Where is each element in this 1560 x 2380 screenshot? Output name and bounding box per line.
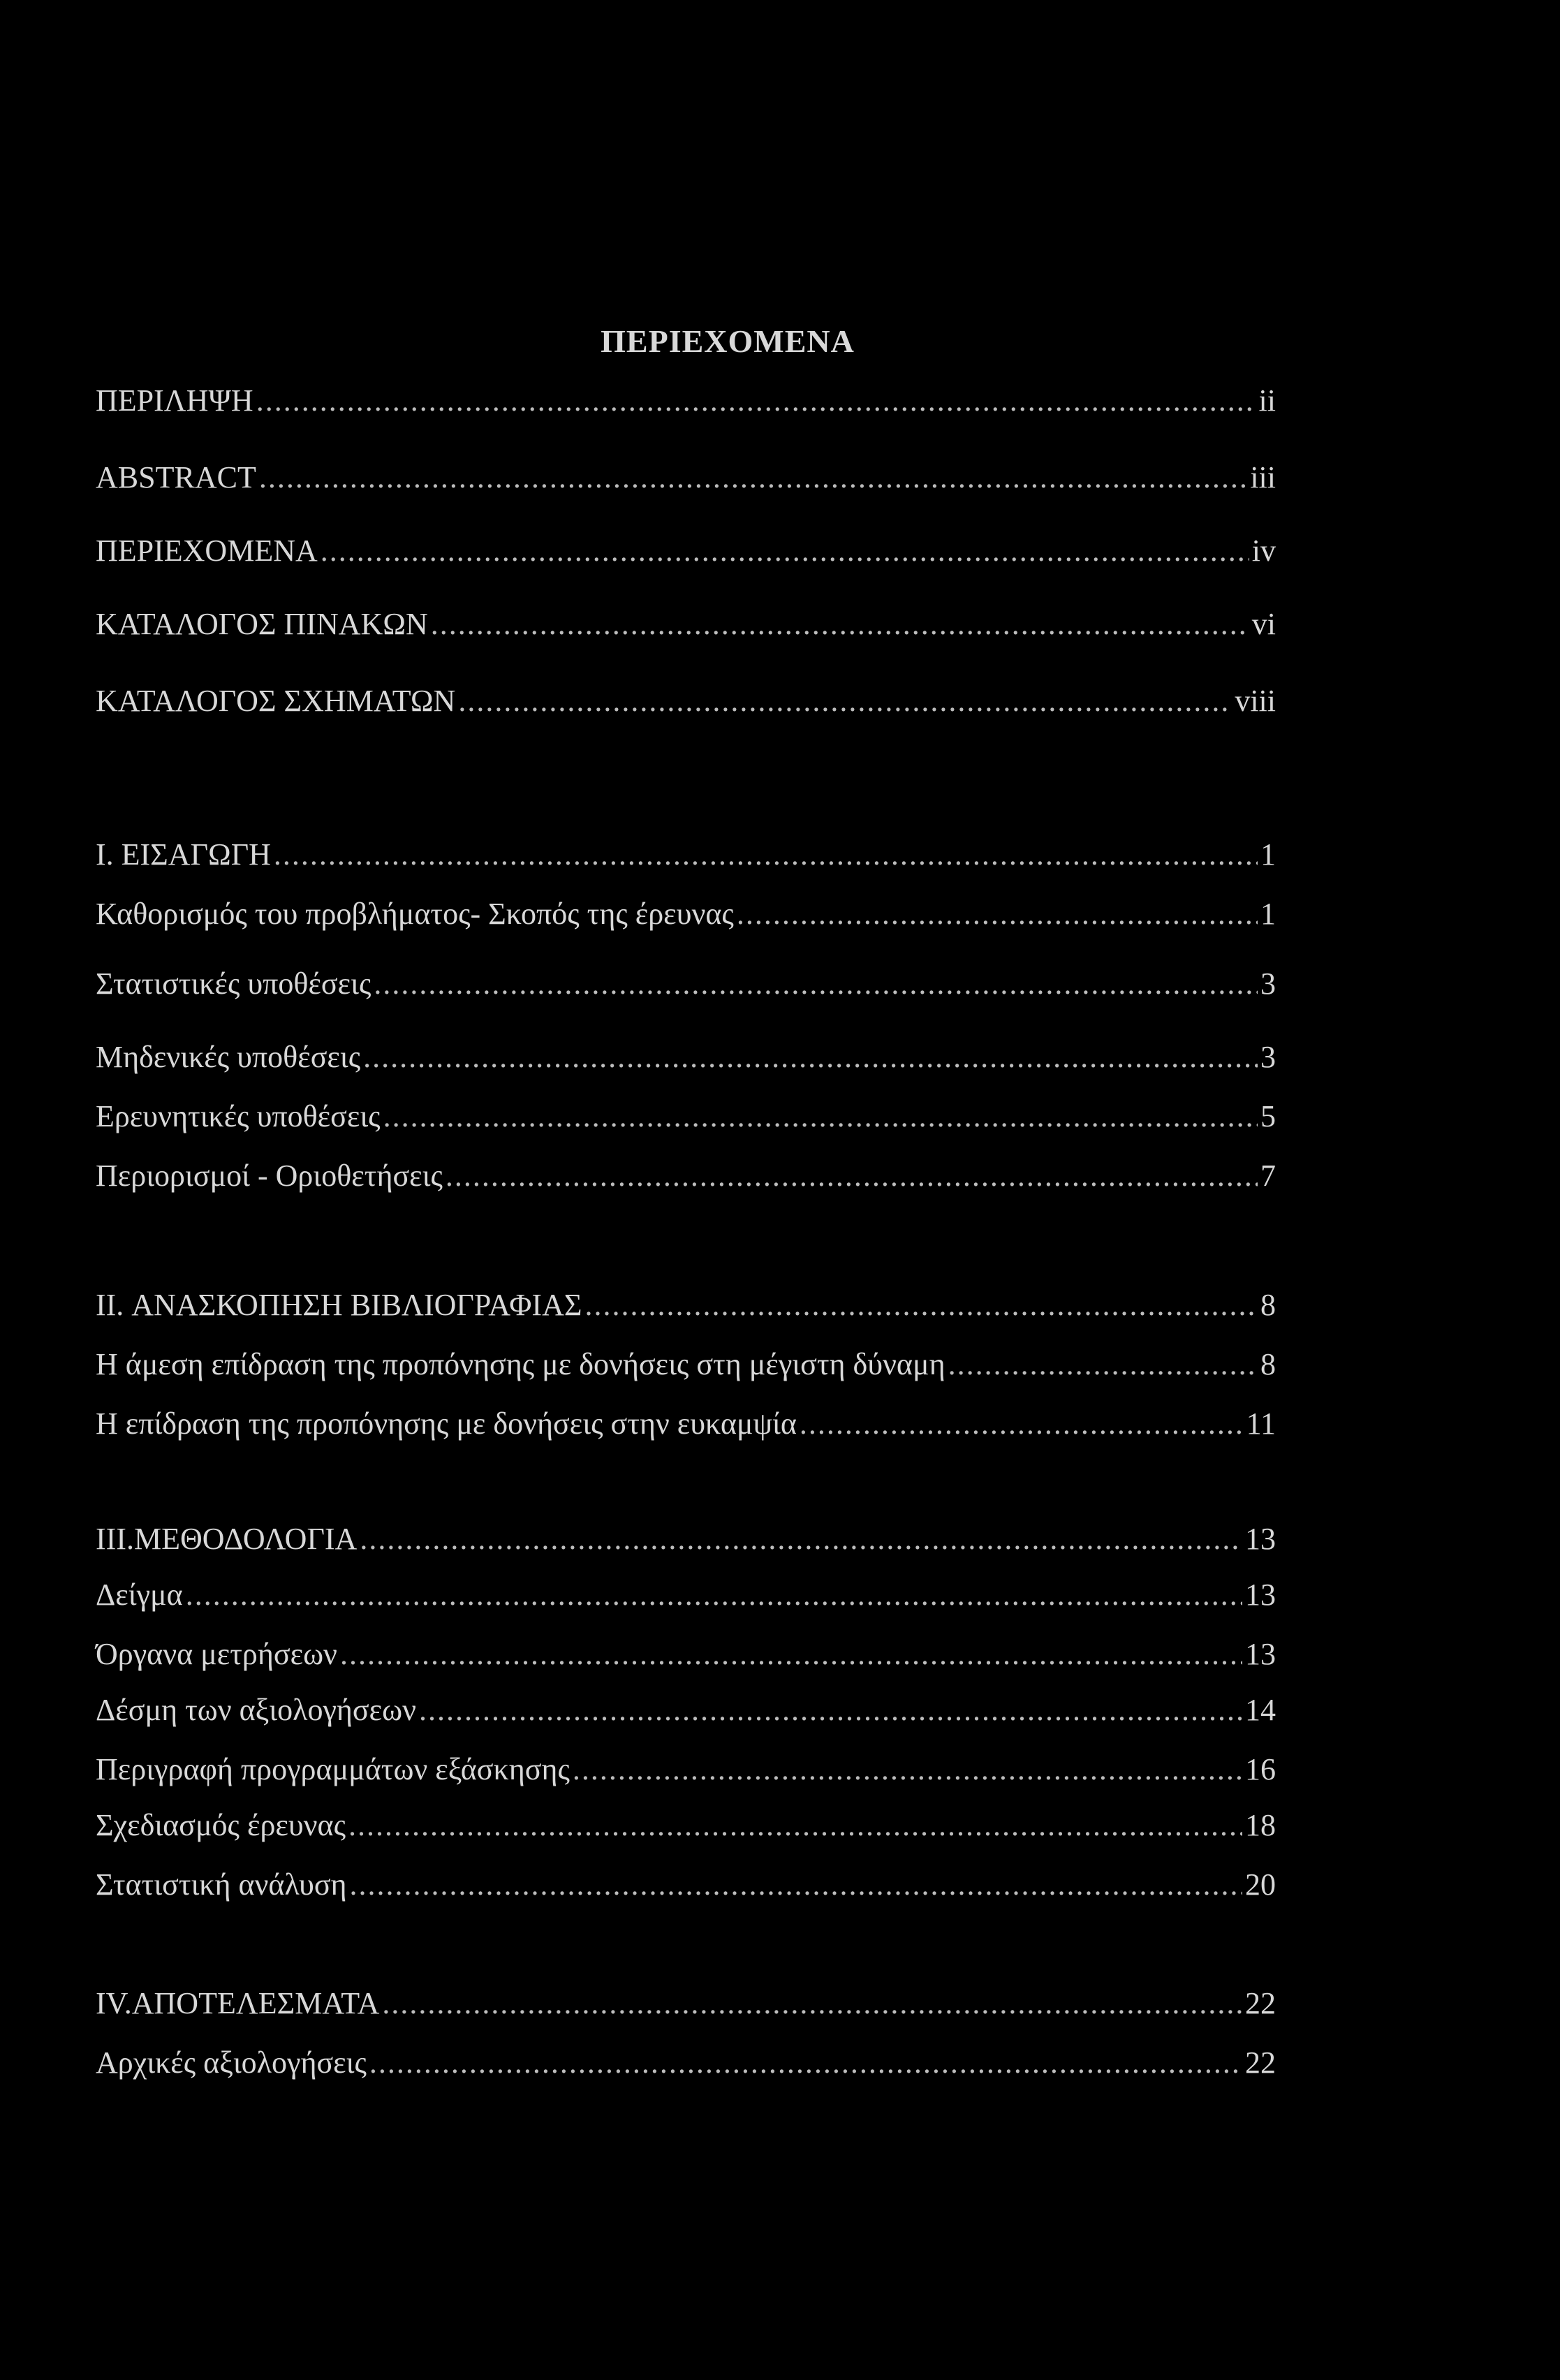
toc-leader xyxy=(348,1807,1242,1843)
toc-entry[interactable] xyxy=(96,1158,1276,1200)
toc-entry[interactable] xyxy=(96,837,1276,879)
toc-entry-label: Αρχικές αξιολογήσεις xyxy=(96,2045,367,2080)
toc-page-number: 20 xyxy=(1245,1867,1276,1902)
toc-page-number: 13 xyxy=(1245,1578,1276,1612)
toc-page-number: 18 xyxy=(1245,1808,1276,1842)
toc-leader xyxy=(431,606,1249,642)
toc-entry[interactable] xyxy=(96,1807,1276,1849)
toc-leader xyxy=(186,1577,1242,1613)
toc-leader xyxy=(948,1346,1258,1382)
toc-leader xyxy=(259,460,1247,495)
toc-page-number: viii xyxy=(1235,684,1276,718)
toc-leader xyxy=(274,837,1258,872)
toc-entry-label: I. ΕΙΣΑΓΩΓΗ xyxy=(96,837,271,872)
toc-page-number: 22 xyxy=(1245,2045,1276,2080)
toc-leader xyxy=(737,896,1258,932)
toc-entry-label: Στατιστικές υποθέσεις xyxy=(96,967,371,1001)
toc-entry-label: Δέσμη των αξιολογήσεων xyxy=(96,1693,416,1727)
toc-entry[interactable] xyxy=(96,1039,1276,1081)
toc-page-number: 1 xyxy=(1260,837,1276,872)
toc-page-number: iv xyxy=(1251,534,1276,568)
toc-page-number: 16 xyxy=(1245,1752,1276,1786)
toc-entry[interactable] xyxy=(96,606,1276,648)
toc-page-number: ii xyxy=(1258,383,1276,418)
toc-leader xyxy=(446,1158,1258,1193)
toc-page-number: 7 xyxy=(1260,1159,1276,1193)
toc-entry-label: Μηδενικές υποθέσεις xyxy=(96,1040,361,1074)
toc-entry[interactable] xyxy=(96,896,1276,938)
toc-leader xyxy=(458,683,1232,719)
toc-page-number: 8 xyxy=(1260,1288,1276,1322)
toc-entry[interactable] xyxy=(96,460,1276,501)
toc-entry[interactable] xyxy=(96,1751,1276,1793)
toc-entry[interactable] xyxy=(96,1099,1276,1140)
toc-entry-label: ΠΕΡΙΕΧΟΜΕΝΑ xyxy=(96,534,318,568)
toc-page-number: vi xyxy=(1251,607,1276,641)
toc-page-number: 1 xyxy=(1260,897,1276,931)
toc-leader xyxy=(321,533,1249,568)
toc-entry[interactable] xyxy=(96,533,1276,575)
toc-page-number: iii xyxy=(1250,460,1276,494)
toc-leader xyxy=(374,966,1258,1001)
toc-entry[interactable] xyxy=(96,1636,1276,1678)
toc-entry[interactable] xyxy=(96,1985,1276,2027)
toc-leader xyxy=(800,1406,1244,1441)
toc-entry[interactable] xyxy=(96,1521,1276,1563)
toc-entry-label: Όργανα μετρήσεων xyxy=(96,1637,337,1671)
toc-leader xyxy=(573,1751,1242,1787)
toc-entry-label: II. ΑΝΑΣΚΟΠΗΣΗ ΒΙΒΛΙΟΓΡΑΦΙΑΣ xyxy=(96,1288,582,1322)
toc-entry-label: ΚΑΤΑΛΟΓΟΣ ΠΙΝΑΚΩΝ xyxy=(96,607,428,641)
toc-entry-label: ABSTRACT xyxy=(96,460,256,494)
toc-leader xyxy=(363,1039,1258,1075)
toc-leader xyxy=(369,2045,1242,2080)
toc-page-number: 11 xyxy=(1246,1406,1276,1441)
toc-entry[interactable] xyxy=(96,1406,1276,1448)
toc-entry[interactable] xyxy=(96,1692,1276,1734)
toc-page-number: 13 xyxy=(1245,1637,1276,1671)
toc-entry-label: Σχεδιασμός έρευνας xyxy=(96,1808,346,1842)
toc-entry-label: Περιγραφή προγραμμάτων εξάσκησης xyxy=(96,1752,570,1786)
toc-entry-label: Ερευνητικές υποθέσεις xyxy=(96,1099,381,1133)
toc-entry[interactable] xyxy=(96,383,1276,425)
toc-entry[interactable] xyxy=(96,1346,1276,1388)
toc-leader xyxy=(383,1099,1258,1134)
toc-entry-label: Δείγμα xyxy=(96,1578,183,1612)
toc-page-number: 13 xyxy=(1245,1522,1276,1556)
table-of-contents xyxy=(96,0,1276,2380)
toc-entry-label: Καθορισμός του προβλήματος- Σκοπός της έρευνας xyxy=(96,897,734,931)
toc-entry-label: IV.ΑΠΟΤΕΛΕΣΜΑΤΑ xyxy=(96,1986,380,2020)
toc-entry-label: Η άμεση επίδραση της προπόνησης με δονήσεις στη μέγιστη δύναμη xyxy=(96,1347,945,1381)
toc-page-number: 8 xyxy=(1260,1347,1276,1381)
toc-entry[interactable] xyxy=(96,966,1276,1008)
toc-entry[interactable] xyxy=(96,1287,1276,1329)
toc-page-number: 22 xyxy=(1245,1986,1276,2020)
page-title: ΠΕΡΙΕΧΟΜΕΝΑ xyxy=(601,323,855,359)
toc-page-number: 5 xyxy=(1260,1099,1276,1133)
toc-entry[interactable] xyxy=(96,1867,1276,1909)
toc-page-number: 14 xyxy=(1245,1693,1276,1727)
toc-entry[interactable] xyxy=(96,1577,1276,1619)
toc-leader xyxy=(256,383,1256,418)
toc-leader xyxy=(584,1287,1258,1323)
toc-leader xyxy=(382,1985,1242,2021)
toc-entry[interactable] xyxy=(96,2045,1276,2087)
toc-page-number: 3 xyxy=(1260,967,1276,1001)
toc-page-number: 3 xyxy=(1260,1040,1276,1074)
toc-entry[interactable] xyxy=(96,683,1276,725)
toc-entry-label: Η επίδραση της προπόνησης με δονήσεις στην ευκαμψία xyxy=(96,1406,797,1441)
toc-entry-label: Στατιστική ανάλυση xyxy=(96,1867,347,1902)
toc-entry-label: ΚΑΤΑΛΟΓΟΣ ΣΧΗΜΑΤΩΝ xyxy=(96,684,456,718)
toc-leader xyxy=(340,1636,1242,1672)
toc-leader xyxy=(419,1692,1242,1728)
toc-leader xyxy=(360,1521,1242,1557)
toc-leader xyxy=(350,1867,1242,1902)
toc-entry-label: ΠΕΡΙΛΗΨΗ xyxy=(96,383,253,418)
toc-entry-label: Περιορισμοί - Οριοθετήσεις xyxy=(96,1159,443,1193)
toc-entry-label: III.ΜΕΘΟΔΟΛΟΓΙΑ xyxy=(96,1522,358,1556)
